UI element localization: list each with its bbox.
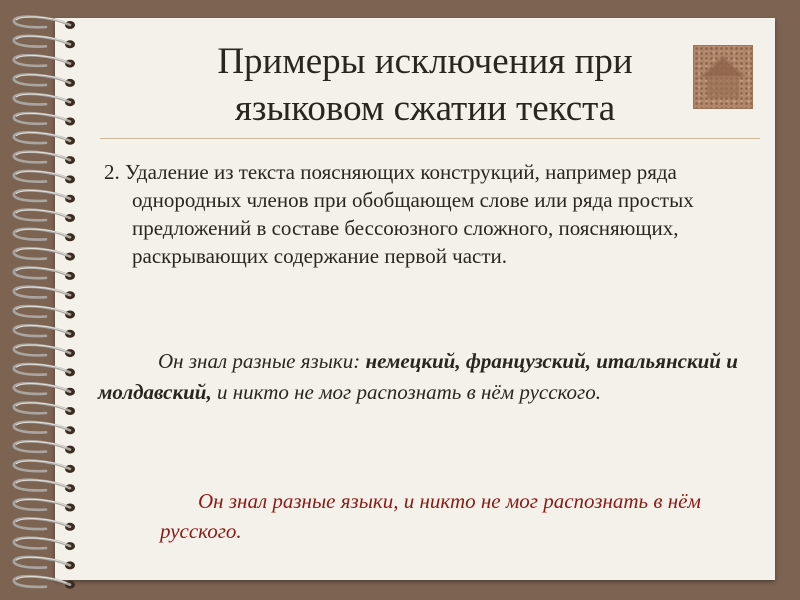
example-text-before: Он знал разные языки: [158, 349, 366, 373]
binding-ring [14, 132, 75, 144]
binding-ring [14, 190, 75, 202]
title-divider [100, 138, 760, 139]
binding-ring [14, 248, 75, 260]
binding-ring [14, 229, 75, 241]
binding-ring [14, 306, 75, 318]
binding-ring [14, 480, 75, 492]
home-icon [694, 46, 752, 108]
binding-ring [14, 576, 75, 588]
binding-ring [14, 210, 75, 222]
binding-ring [14, 403, 75, 415]
binding-ring [14, 287, 75, 299]
binding-ring [14, 538, 75, 550]
binding-ring [14, 557, 75, 569]
binding-ring [14, 441, 75, 453]
example-text-after: и никто не мог распознать в нём русского. [211, 380, 601, 404]
binding-ring [14, 55, 75, 67]
binding-ring [14, 518, 75, 530]
binding-ring [14, 325, 75, 337]
binding-ring [14, 17, 75, 29]
binding-ring [14, 267, 75, 279]
home-button[interactable] [694, 46, 752, 108]
binding-ring [14, 364, 75, 376]
example-sentence [98, 346, 738, 408]
binding-ring [14, 383, 75, 395]
binding-ring [14, 171, 75, 183]
binding-ring [14, 460, 75, 472]
binding-ring [14, 94, 75, 106]
compressed-sentence: Он знал разные языки, и никто не мог распознать в нём русского. [160, 489, 701, 543]
title-line-1: Примеры исключения при [217, 41, 633, 82]
binding-ring [14, 152, 75, 164]
example-homogeneous-members: немецкий, французский, итальянский и молдавский, [98, 349, 738, 404]
slide-title [115, 38, 735, 132]
binding-ring [14, 74, 75, 86]
binding-ring [14, 499, 75, 511]
binding-ring [14, 113, 75, 125]
binding-ring [14, 36, 75, 48]
rule-paragraph: 2. Удаление из текста поясняющих конструкций, например ряда однородных членов при обобщающем слове или ряда простых предложений в составе бессоюзного сложного, поясняющих, раскрывающих содержание первой части. [104, 160, 694, 268]
title-line-2: языковом сжатии текста [234, 88, 616, 129]
binding-ring [14, 345, 75, 357]
spiral-binding [0, 0, 100, 600]
binding-ring [14, 422, 75, 434]
